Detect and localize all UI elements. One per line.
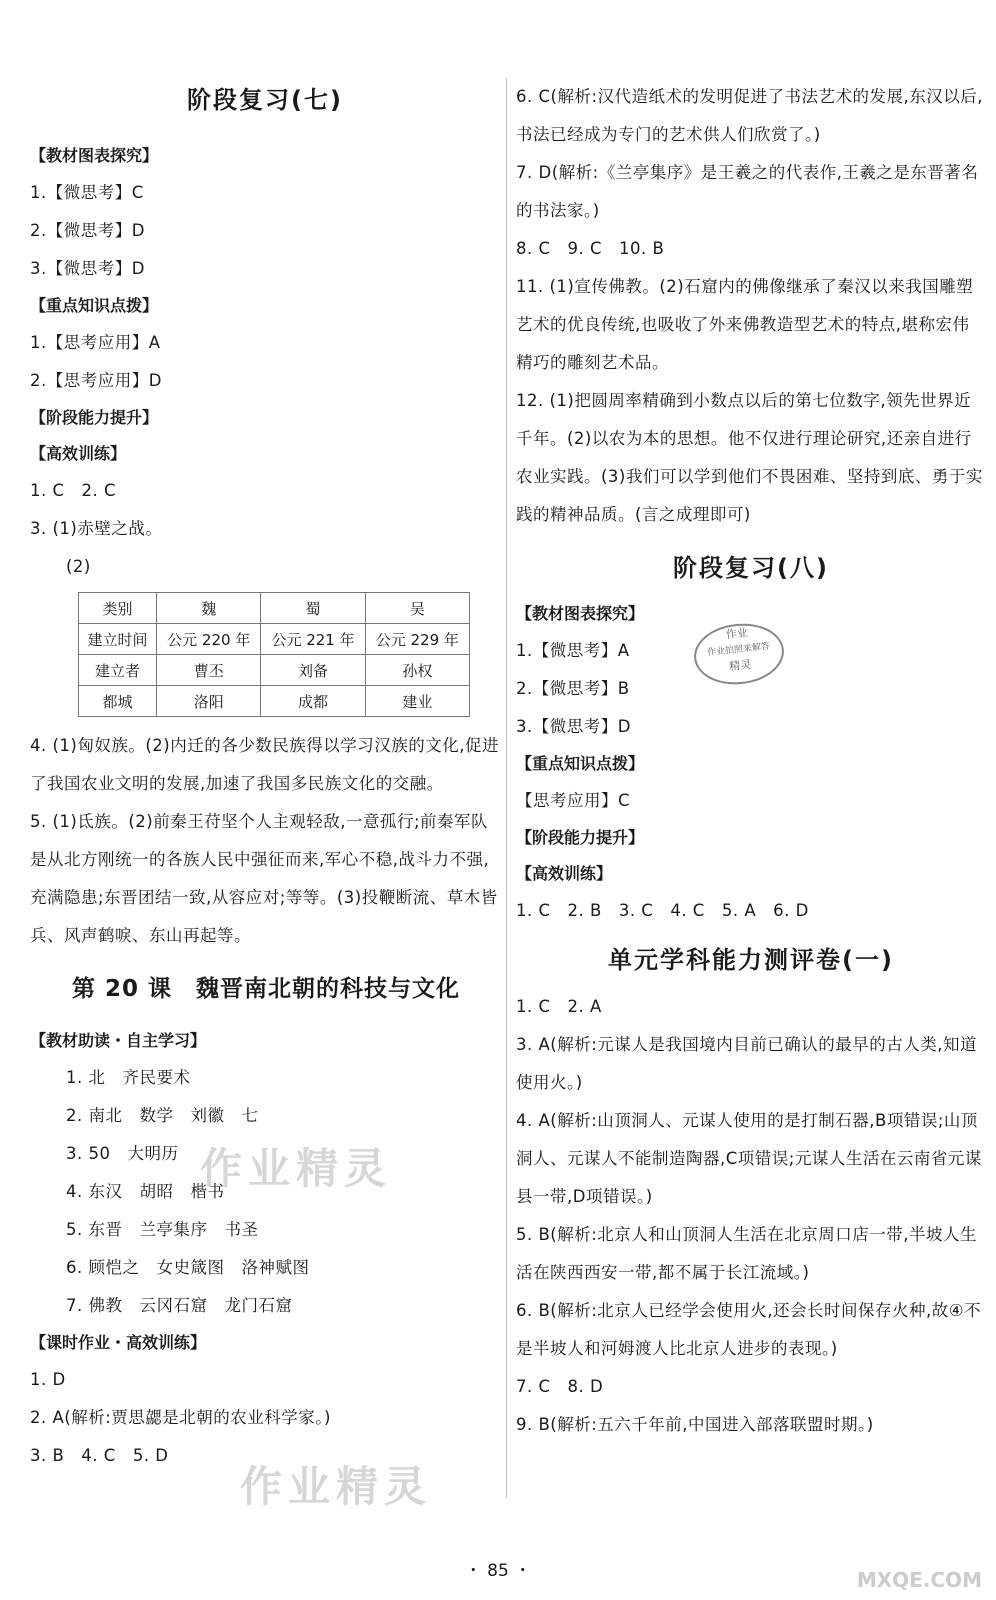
table-cell: 建立时间 [79,624,157,655]
answer-paragraph: 12. (1)把圆周率精确到小数点以后的第七位数字,领先世界近千年。(2)以农为本的思想。他不仅进行理论研究,还亲自进行农业实践。(3)我们可以学到他们不畏困难、坚持到底、勇于实践的精神品质。(言之成理即可) [516,391,983,524]
right-column [516,78,986,1444]
table-cell: 类别 [79,593,157,624]
answer-line: 2. A(解析:贾思勰是北朝的农业科学家。) [30,1408,331,1427]
table-cell: 刘备 [261,655,365,686]
answer-line: 9. B(解析:五六千年前,中国进入部落联盟时期。) [516,1415,874,1434]
table-cell: 都城 [79,686,157,717]
table-row [79,624,470,655]
answer-line: 3. B 4. C 5. D [30,1446,169,1465]
answer-line: 1.【微思考】C [30,183,144,202]
answer-line: 1.【思考应用】A [30,333,161,352]
answer-paragraph: 5. B(解析:北京人和山顶洞人生活在北京周口店一带,半坡人生活在陕西西安一带,都不属于长江流域。) [516,1225,978,1282]
table-cell: 公元 229 年 [365,624,469,655]
three-kingdoms-table [78,592,470,717]
heading-self-study: 【教材助读・自主学习】 [30,1031,207,1050]
table-cell: 建业 [365,686,469,717]
answer-paragraph: 6. B(解析:北京人已经学会使用火,还会长时间保存火种,故④不是半坡人和河姆渡人比北京人进步的表现。) [516,1301,982,1358]
heading-textbook-chart: 【教材图表探究】 [30,146,159,165]
heading-ability: 【阶段能力提升】 [516,828,645,847]
table-cell: 曹丕 [157,655,261,686]
answer-line: 【思考应用】C [516,791,631,810]
answer-line: 1. D [30,1370,66,1389]
answer-line: 2. 南北 数学 刘徽 七 [66,1106,259,1125]
answer-paragraph: 7. D(解析:《兰亭集序》是王羲之的代表作,王羲之是东晋著名的书法家。) [516,163,979,220]
answer-line: 3.【微思考】D [30,259,145,278]
table-cell: 公元 221 年 [261,624,365,655]
table-row [79,655,470,686]
watermark: 作业精灵 [240,1462,433,1511]
answer-paragraph: 4. (1)匈奴族。(2)内迁的各少数民族得以学习汉族的文化,促进了我国农业文明的发展,加速了我国多民族文化的交融。 [30,736,499,793]
answer-line: (2) [66,557,91,576]
answer-line: 3. 50 大明历 [66,1144,179,1163]
stamp-text: 精灵 [728,657,752,674]
answer-paragraph: 11. (1)宣传佛教。(2)石窟内的佛像继承了秦汉以来我国雕塑艺术的优良传统,也吸收了外来佛教造型艺术的特点,堪称宏伟精巧的雕刻艺术品。 [516,277,974,372]
watermark: 作业精灵 [200,1144,393,1193]
table-cell: 建立者 [79,655,157,686]
answer-line: 2.【思考应用】D [30,371,162,390]
page-number: ・ 85 ・ [464,1561,532,1581]
site-logo: MXQE.COM [856,1568,982,1592]
column-divider [506,78,507,1498]
table-cell: 蜀 [261,593,365,624]
heading-key-knowledge: 【重点知识点拨】 [30,296,159,315]
stamp-text: 作业 [725,625,749,642]
heading-key-knowledge: 【重点知识点拨】 [516,754,645,773]
answer-line: 1. C 2. C [30,481,117,500]
heading-training: 【高效训练】 [516,864,613,883]
answer-line: 7. 佛教 云冈石窟 龙门石窟 [66,1296,293,1315]
answer-paragraph: 3. A(解析:元谋人是我国境内目前已确认的最早的古人类,知道使用火。) [516,1035,978,1092]
answer-line: 5. 东晋 兰亭集序 书圣 [66,1220,259,1239]
answer-paragraph: 6. C(解析:汉代造纸术的发明促进了书法艺术的发展,东汉以后,书法已经成为专门的艺术供人们欣赏了。) [516,87,983,144]
answer-line: 4. 东汉 胡昭 楷书 [66,1182,225,1201]
section-title-review-8: 阶段复习(八) [673,554,829,582]
lesson-title: 第 20 课 魏晋南北朝的科技与文化 [72,976,461,1002]
table-cell: 洛阳 [157,686,261,717]
answer-line: 3. (1)赤壁之战。 [30,519,163,538]
table-cell: 吴 [365,593,469,624]
stamp-text: 作业拍照来解答 [706,641,771,659]
answer-line: 2.【微思考】B [516,679,630,698]
answer-line: 1. C 2. A [516,997,602,1016]
answer-paragraph: 5. (1)氐族。(2)前秦王苻坚个人主观轻敌,一意孤行;前秦军队是从北方刚统一的各族人民中强征而来,军心不稳,战斗力不强,充满隐患;东晋团结一致,从容应对;等等。(3)投鞭断流、草木皆兵、风声鹤唳、东山再起等。 [30,812,498,945]
answer-line: 1. C 2. B 3. C 4. C 5. A 6. D [516,901,809,920]
table-cell: 公元 220 年 [157,624,261,655]
table-cell: 成都 [261,686,365,717]
answer-line: 2.【微思考】D [30,221,145,240]
table-cell: 魏 [157,593,261,624]
heading-training: 【高效训练】 [30,444,127,463]
answer-line: 6. 顾恺之 女史箴图 洛神赋图 [66,1258,310,1277]
answer-line: 8. C 9. C 10. B [516,239,665,258]
table-row [79,686,470,717]
answer-line: 1. 北 齐民要术 [66,1068,191,1087]
left-column [30,70,500,1475]
answer-line: 1.【微思考】A [516,641,630,660]
answer-line: 7. C 8. D [516,1377,604,1396]
unit-test-title: 单元学科能力测评卷(一) [608,946,894,974]
heading-ability: 【阶段能力提升】 [30,408,159,427]
heading-homework: 【课时作业・高效训练】 [30,1333,207,1352]
heading-textbook-chart: 【教材图表探究】 [516,604,645,623]
section-title-review-7: 阶段复习(七) [187,86,343,114]
answer-line: 3.【微思考】D [516,717,631,736]
answer-paragraph: 4. A(解析:山顶洞人、元谋人使用的是打制石器,B项错误;山顶洞人、元谋人不能制造陶器,C项错误;元谋人生活在云南省元谋县一带,D项错误。) [516,1111,982,1206]
table-cell: 孙权 [365,655,469,686]
table-row [79,593,470,624]
